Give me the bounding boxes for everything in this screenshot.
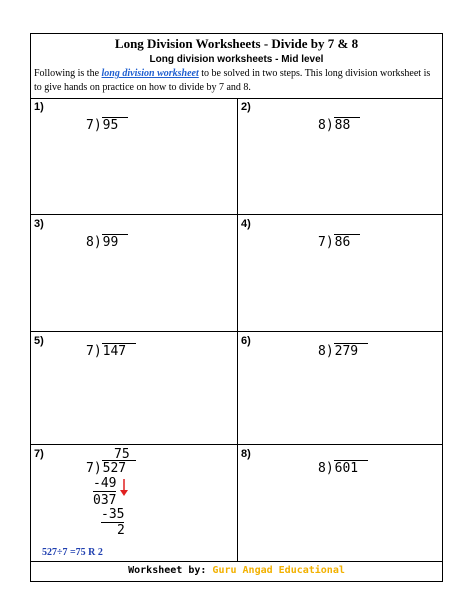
problem-number: 1) (34, 101, 44, 113)
bring-down-step: 037 (93, 493, 117, 508)
division-problem (318, 118, 360, 133)
division-problem (318, 461, 368, 476)
division-bracket-icon: ) (325, 460, 334, 477)
worksheet (30, 33, 443, 582)
problem-cell-4 (238, 215, 442, 332)
divisor: 8 (318, 461, 326, 476)
division-problem (318, 344, 368, 359)
intro-text (34, 67, 439, 95)
division-bracket-icon: ) (325, 234, 334, 251)
footer-brand: Guru Angad Educational (212, 565, 345, 576)
problem-number: 8) (241, 448, 251, 460)
problem-cell-5 (31, 332, 238, 445)
footer-prefix: Worksheet by: (128, 565, 207, 576)
problem-number: 2) (241, 101, 251, 113)
dividend: 527 (102, 460, 136, 476)
remainder: 2 (117, 523, 125, 538)
problem-number: 5) (34, 335, 44, 347)
dividend: 601 (334, 460, 368, 476)
problem-cell-6 (238, 332, 442, 445)
page-subtitle: Long division worksheets - Mid level (149, 54, 324, 65)
divisor: 7 (86, 344, 94, 359)
example-answer: 527÷7 =75 R 2 (42, 547, 103, 558)
problem-cell-3 (31, 215, 238, 332)
dividend: 279 (334, 343, 368, 359)
long-division-worksheet-link[interactable]: long division worksheet (101, 68, 199, 79)
dividend: 99 (102, 234, 129, 250)
bring-down-arrow-icon (119, 479, 129, 497)
intro-prefix: Following is the (34, 68, 100, 79)
division-bracket-icon: ) (325, 117, 334, 134)
intro-suffix: to be solved in two steps. This long division worksheet is to give hands on practice on how to divide by 7 and 8. (34, 68, 431, 93)
quotient: 75 (114, 447, 130, 462)
problem-cell-8 (238, 445, 442, 562)
divisor: 7 (318, 235, 326, 250)
division-problem (86, 235, 128, 250)
problem-number: 4) (241, 218, 251, 230)
problem-cell-1 (31, 98, 238, 215)
division-bracket-icon: ) (325, 343, 334, 360)
divisor: 8 (86, 235, 94, 250)
dividend: 147 (102, 343, 136, 359)
division-problem (86, 118, 128, 133)
problem-number: 3) (34, 218, 44, 230)
problem-cell-2 (238, 98, 442, 215)
subtraction-step: -35 (101, 507, 125, 522)
division-bracket-icon: ) (93, 117, 102, 134)
problem-number: 6) (241, 335, 251, 347)
worksheet-footer (31, 561, 442, 581)
divisor: 8 (318, 118, 326, 133)
divisor: 8 (318, 344, 326, 359)
divisor: 7 (86, 461, 94, 476)
division-problem (318, 235, 360, 250)
division-problem (86, 344, 136, 359)
divisor: 7 (86, 118, 94, 133)
problem-number: 7) (34, 448, 44, 460)
dividend: 95 (102, 117, 129, 133)
division-problem (86, 461, 136, 476)
division-bracket-icon: ) (93, 234, 102, 251)
page-title: Long Division Worksheets - Divide by 7 & 8 (114, 36, 359, 51)
worksheet-header (31, 34, 442, 99)
subtraction-step: -49 (93, 476, 117, 491)
dividend: 86 (334, 234, 361, 250)
division-bracket-icon: ) (93, 460, 102, 477)
division-bracket-icon: ) (93, 343, 102, 360)
problem-cell-7 (31, 445, 238, 562)
dividend: 88 (334, 117, 361, 133)
